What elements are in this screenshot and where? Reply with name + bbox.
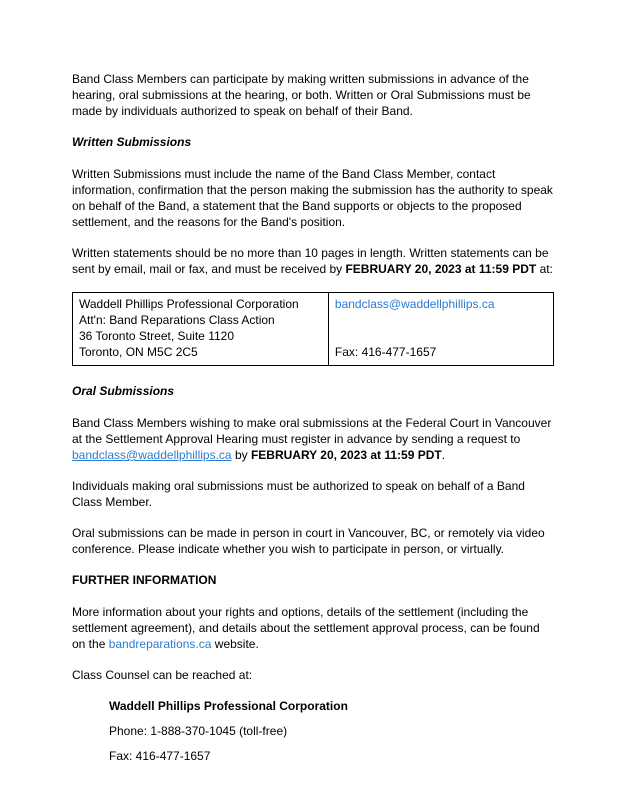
contact-table-row xyxy=(73,293,554,366)
website-link[interactable]: bandreparations.ca xyxy=(108,637,212,651)
email-fax-gap xyxy=(335,312,547,344)
further-info-text-pre: More information about your rights and options, details of the settlement (including the settlement agreement), and details about the settlement approval process, can be found on the xyxy=(72,605,540,651)
oral-register-text-pre: Band Class Members wishing to make oral submissions at the Federal Court in Vancouver at the Settlement Approval Hearing must register in advance by sending a request to xyxy=(72,416,552,446)
paragraph-intro: Band Class Members can participate by making written submissions in advance of the hearing, oral submissions at the hearing, or both. Written or Oral Submissions must be made by individuals authorized to speak on behalf of their Band. xyxy=(72,72,531,118)
written-deadline-text-pre: Written statements should be no more than 10 pages in length. Written statements can be sent by email, mail or fax, and must be received by xyxy=(72,246,549,276)
address-line-3: 36 Toronto Street, Suite 1120 xyxy=(79,329,234,343)
paragraph-written-deadline xyxy=(72,245,554,277)
paragraph-oral-format: Oral submissions can be made in person in court in Vancouver, BC, or remotely via video conference. Please indicate whether you wish to participate in person, or virtually. xyxy=(72,526,545,556)
written-deadline-text-post: at: xyxy=(536,262,553,276)
heading-further-information: FURTHER INFORMATION xyxy=(72,573,217,587)
class-counsel-contact-block xyxy=(72,698,554,764)
further-info-text-post: website. xyxy=(211,637,259,651)
address-line-4: Toronto, ON M5C 2C5 xyxy=(79,345,198,359)
oral-deadline-bold: FEBRUARY 20, 2023 at 11:59 PDT xyxy=(250,448,442,462)
oral-email-link[interactable]: bandclass@waddellphillips.ca xyxy=(72,448,232,462)
oral-register-text-mid: by xyxy=(231,448,251,462)
table-email-row xyxy=(335,296,547,312)
paragraph-oral-authorized: Individuals making oral submissions must be authorized to speak on behalf of a Band Class Member. xyxy=(72,479,525,509)
counsel-fax: Fax: 416-477-1657 xyxy=(109,749,211,763)
counsel-name: Waddell Phillips Professional Corporation xyxy=(109,699,348,713)
paragraph-oral-register xyxy=(72,415,554,463)
contact-table-email-cell xyxy=(328,293,553,366)
paragraph-further-info xyxy=(72,604,554,652)
paragraph-written-requirements: Written Submissions must include the name of the Band Class Member, contact information, confirmation that the person making the submission has the authority to speak on behalf of the Band, a statement that the Band supports or objects to the proposed settlement, and the reasons for the Band's position. xyxy=(72,167,553,229)
address-line-1: Waddell Phillips Professional Corporation xyxy=(79,297,299,311)
contact-table-address-cell xyxy=(73,293,329,366)
oral-register-text-post: . xyxy=(441,448,446,462)
counsel-phone: Phone: 1-888-370-1045 (toll-free) xyxy=(109,724,288,738)
contact-table xyxy=(72,292,554,366)
written-deadline-bold: FEBRUARY 20, 2023 at 11:59 PDT xyxy=(345,262,537,276)
table-email-link[interactable]: bandclass@waddellphillips.ca xyxy=(334,297,495,311)
table-fax-line: Fax: 416-477-1657 xyxy=(334,345,437,359)
heading-written-submissions: Written Submissions xyxy=(72,135,192,149)
address-line-2: Att'n: Band Reparations Class Action xyxy=(79,313,275,327)
paragraph-class-counsel-intro: Class Counsel can be reached at: xyxy=(72,668,253,682)
heading-oral-submissions: Oral Submissions xyxy=(72,384,175,398)
